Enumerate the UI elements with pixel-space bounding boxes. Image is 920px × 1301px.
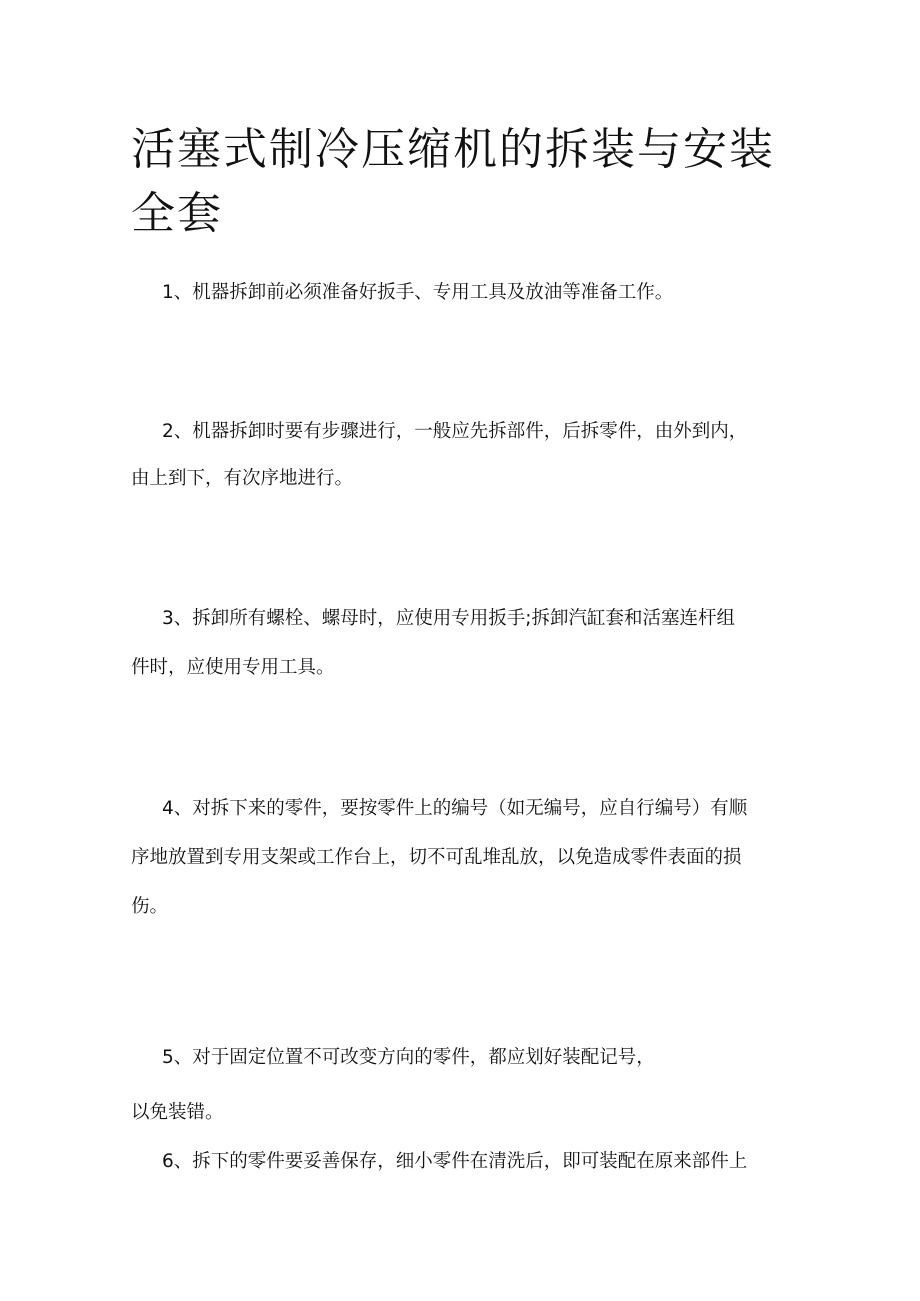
paragraph-5-line-1: 5、对于固定位置不可改变方向的零件，都应划好装配记号， [162,1047,655,1068]
paragraph-4-line-1: 4、对拆下来的零件，要按零件上的编号（如无编号，应自行编号）有顺 [162,798,748,819]
paragraph-3-line-1: 3、拆卸所有螺栓、螺母时，应使用专用扳手;拆卸汽缸套和活塞连杆组 [162,608,736,629]
paragraph-5-line-2: 以免装错。 [131,1102,224,1123]
paragraph-1-line-1: 1、机器拆卸前必须准备好扳手、专用工具及放油等准备工作。 [162,282,674,303]
paragraph-6-line-1: 6、拆下的零件要妥善保存，细小零件在清洗后，即可装配在原来部件上 [162,1151,748,1172]
paragraph-4-line-2: 序地放置到专用支架或工作台上，切不可乱堆乱放，以免造成零件表面的损 [131,847,742,868]
paragraph-4-line-3: 伤。 [131,896,169,917]
document-title: 活塞式制冷压缩机的拆装与安装全套 [131,124,775,239]
paragraph-3-line-2: 件时，应使用专用工具。 [131,657,335,678]
paragraph-2-line-1: 2、机器拆卸时要有步骤进行，一般应先拆部件，后拆零件，由外到内， [162,421,748,442]
paragraph-2-line-2: 由上到下，有次序地进行。 [131,468,354,489]
